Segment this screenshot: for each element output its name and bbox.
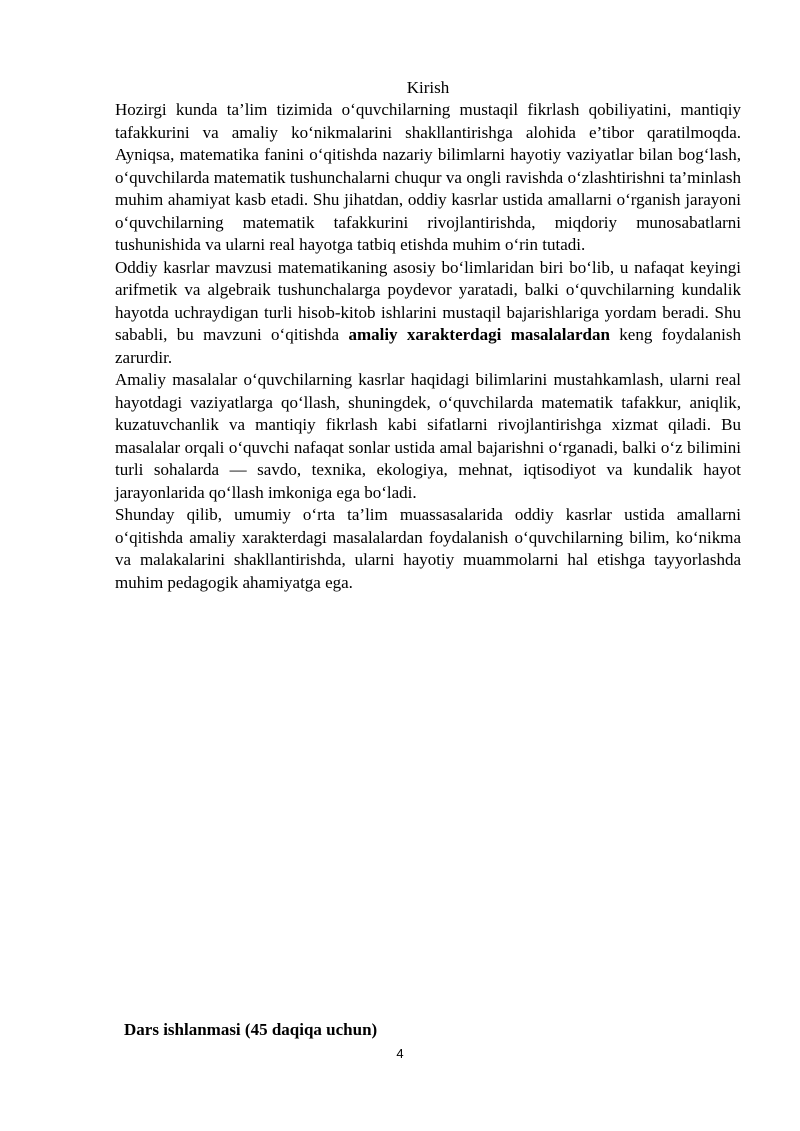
paragraph-fractions	[115, 257, 741, 370]
page-title: Kirish	[406, 78, 450, 97]
lesson-plan-heading: Dars ishlanmasi (45 daqiqa uchun)	[124, 1020, 378, 1039]
paragraph-conclusion: Shunday qilib, umumiy o‘rta ta’lim muassasalarida oddiy kasrlar ustida amallarni o‘qitishda amaliy xarakterdagi masalalardan foydalanish o‘quvchilarning bilim, ko‘nikma va malakalarini shakllantirishda, ularni hayotiy muammolarni hal etishga tayyorlashda muhim pedagogik ahamiyatga ega.	[115, 505, 741, 592]
paragraph-fractions-text-end: keng foydalanish zarurdir.	[115, 325, 742, 367]
paragraph-intro: Hozirgi kunda ta’lim tizimida o‘quvchilarning mustaqil fikrlash qobiliyatini, mantiqiy tafakkurini va amaliy ko‘nikmalarini shakllantirishga alohida e’tibor qaratilmoqda. Ayniqsa, matematika fanini o‘qitishda nazariy bilimlarni hayotiy vaziyatlar bilan bog‘lash, o‘quvchilarda matematik tushunchalarni chuqur va ongli ravishda o‘zlashtirishni ta’minlash muhim ahamiyat kasb etadi. Shu jihatdan, oddiy kasrlar ustida amallarni o‘rganish jarayoni o‘quvchilarning matematik tafakkurini rivojlantirishda, miqdoriy munosabatlarni tushunishida va ularni real hayotga tatbiq etishda muhim o‘rin tutadi.	[115, 100, 741, 254]
paragraph-fractions-bold-phrase: amaliy xarakterdagi masalalardan	[348, 325, 610, 344]
page-number: 4	[396, 1046, 404, 1061]
paragraph-fractions-text-start: Oddiy kasrlar mavzusi matematikaning asosiy bo‘limlaridan biri bo‘lib, u nafaqat keyingi arifmetik va algebraik tushunchalarga poydevor yaratadi, balki o‘quvchilarning kundalik hayotda uchraydigan turli hisob-kitob ishlarini mustaqil bajarishlariga yordam beradi. Shu sababli, bu mavzuni o‘qitishda	[115, 257, 741, 344]
paragraph-practical-tasks: Amaliy masalalar o‘quvchilarning kasrlar haqidagi bilimlarini mustahkamlash, ularni real hayotdagi vaziyatlarga qo‘llash, shuningdek, o‘quvchilarda matematik tafakkur, aniqlik, kuzatuvchanlik va mantiqiy fikrlash kabi sifatlarni rivojlantirishga xizmat qiladi. Bu masalalar orqali o‘quvchi nafaqat sonlar ustida amal bajarishni o‘rganadi, balki o‘z bilimini turli sohalarda — savdo, texnika, ekologiya, mehnat, iqtisodiyot va kundalik hayot jarayonlarida qo‘llash imkoniga ega bo‘ladi.	[115, 370, 741, 502]
page-body	[115, 77, 741, 594]
